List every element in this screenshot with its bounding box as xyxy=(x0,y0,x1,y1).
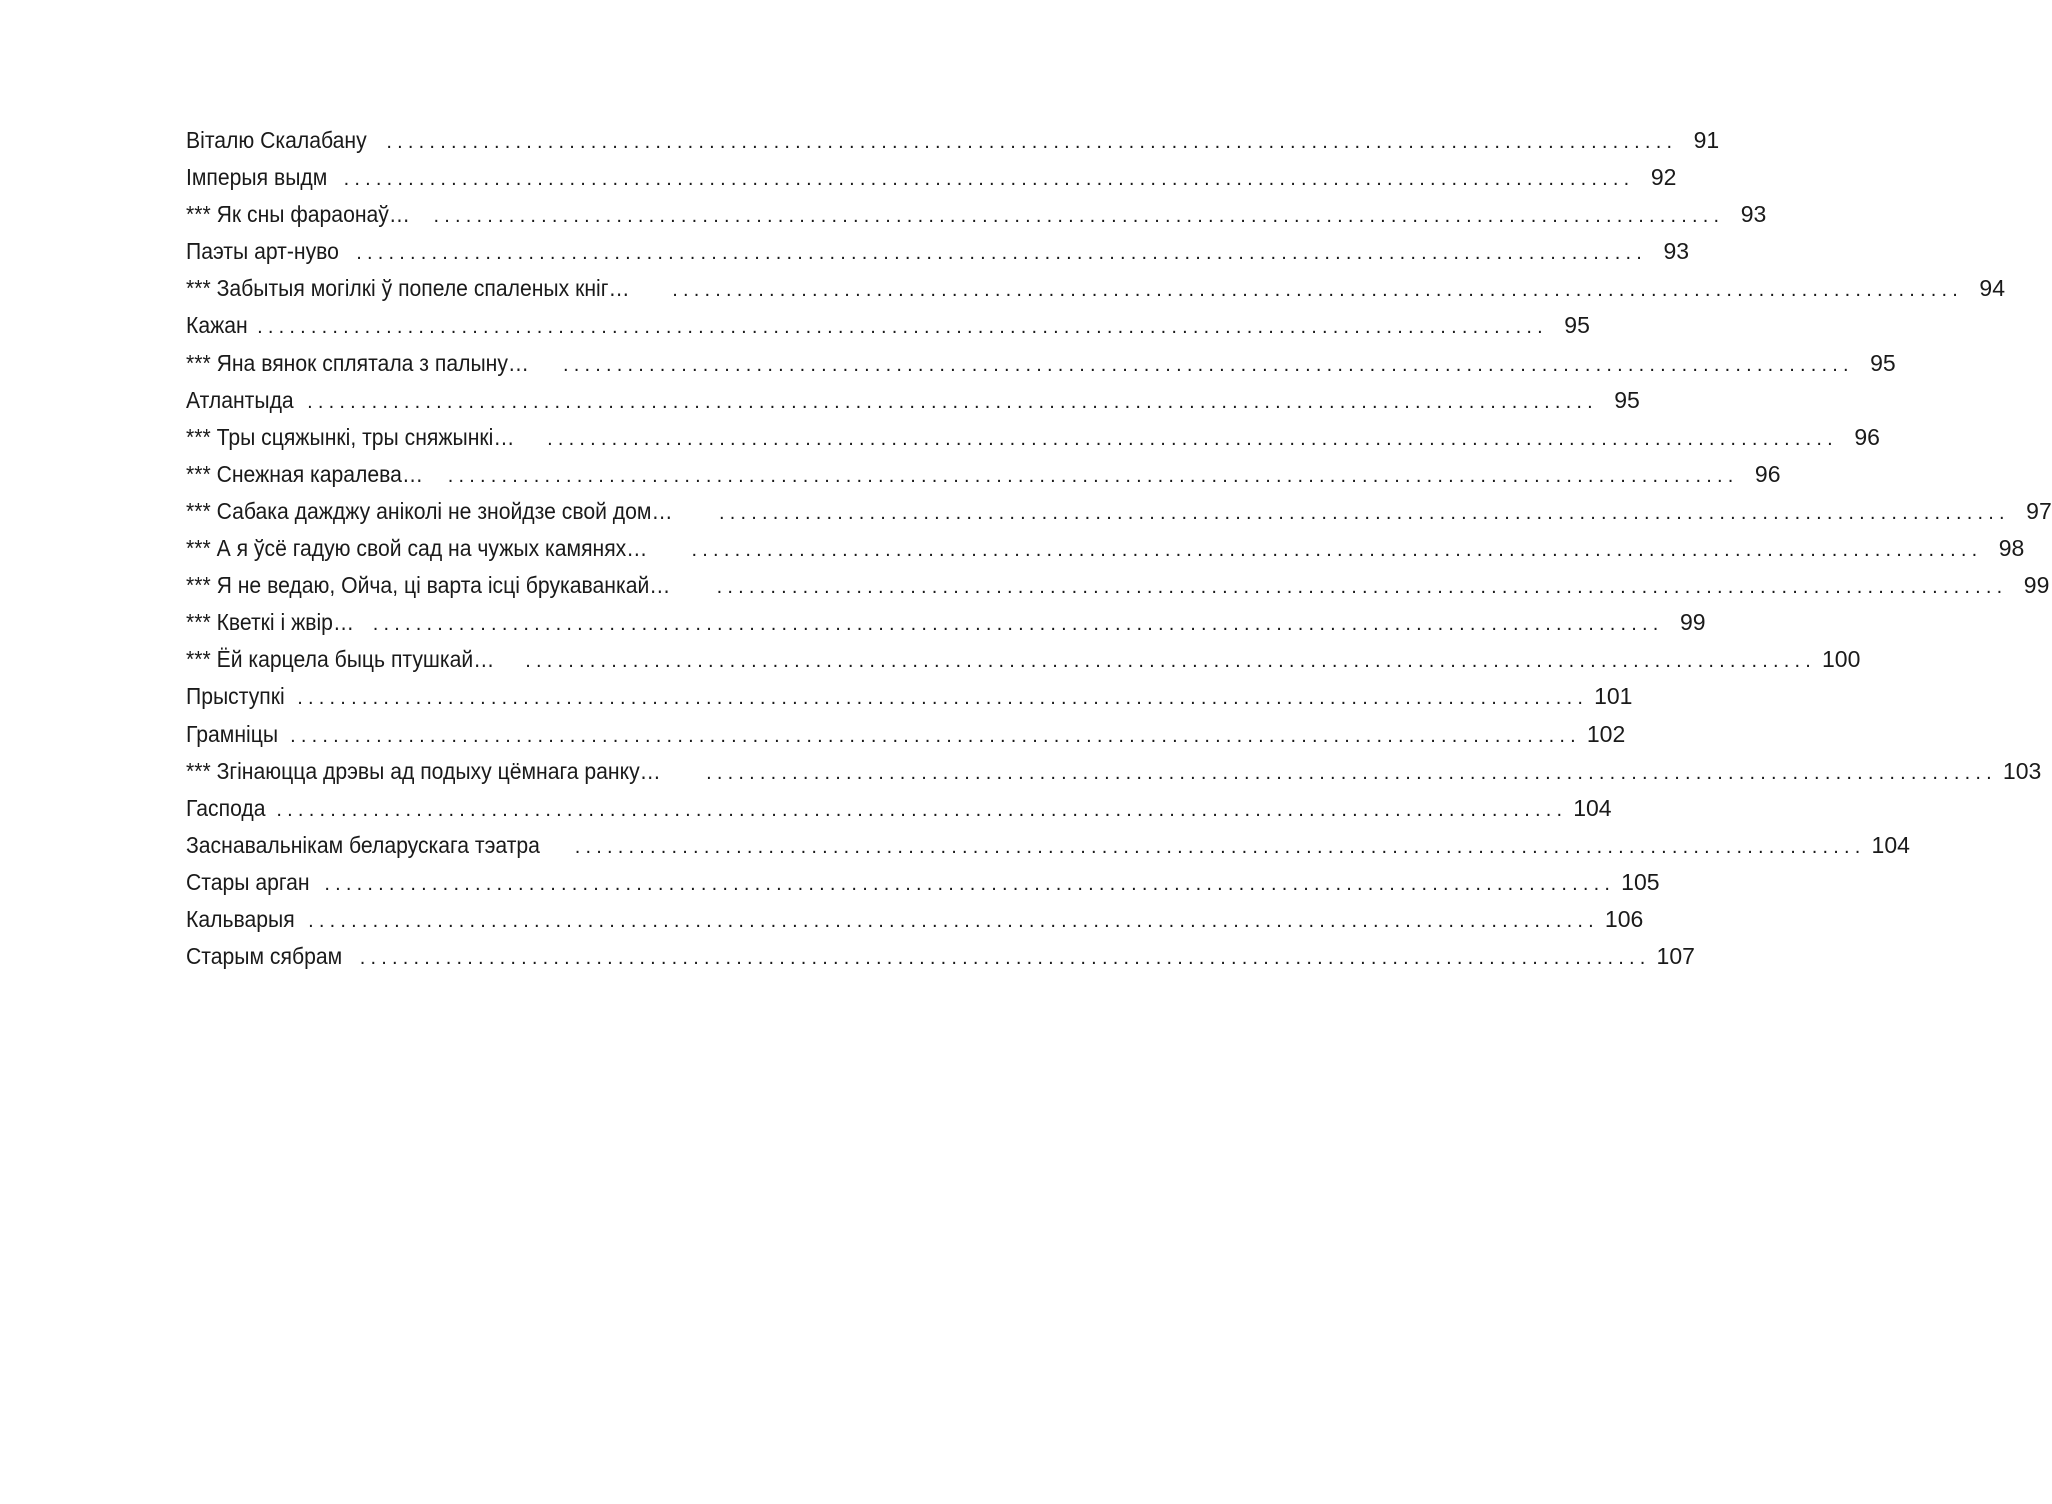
toc-entry-title: *** Кветкі і жвір… xyxy=(186,609,355,636)
toc-entry-title: *** Яна вянок сплятала з палыну… xyxy=(186,349,530,376)
toc-entry-title: *** Снежная каралева… xyxy=(186,460,424,487)
toc-leader-dots: ........................................................................................................................ xyxy=(297,687,1589,710)
toc-entry xyxy=(186,345,1896,382)
toc-leader-dots: ........................................................................................................................ xyxy=(359,947,1651,970)
toc-entry xyxy=(186,753,2042,790)
toc-entry-page: 105 xyxy=(1621,868,1660,895)
toc-leader-dots: ........................................................................................................................ xyxy=(308,909,1599,932)
toc-leader-dots: ........................................................................................................................ xyxy=(343,168,1635,191)
toc-entry-title: *** Тры сцяжынкі, тры сняжынкі… xyxy=(186,423,515,450)
toc-leader-dots: ........................................................................................................................ xyxy=(324,872,1616,895)
toc-entry xyxy=(186,419,1880,456)
toc-entry xyxy=(186,382,1640,419)
toc-entry xyxy=(186,678,1633,715)
toc-entry-title: *** Я не ведаю, Ойча, ці варта ісці брукаванкай… xyxy=(186,572,671,599)
toc-entry-title: Паэты арт-нуво xyxy=(186,238,339,265)
toc-leader-dots: ........................................................................................................................ xyxy=(718,501,2010,524)
toc-leader-dots: ........................................................................................................................ xyxy=(562,353,1854,376)
toc-entry xyxy=(186,938,1695,975)
toc-entry-title: *** А я ўсё гадую свой сад на чужых камянях… xyxy=(186,535,648,562)
toc-entry xyxy=(186,196,1767,233)
toc-leader-dots: ........................................................................................................................ xyxy=(691,539,1983,562)
toc-entry-page: 101 xyxy=(1594,683,1633,710)
toc-entry xyxy=(186,159,1677,196)
toc-entry xyxy=(186,307,1590,344)
toc-entry-page: 102 xyxy=(1586,720,1626,747)
toc-leader-dots: ........................................................................................................................ xyxy=(433,205,1725,228)
toc-entry-page: 103 xyxy=(2002,757,2042,784)
toc-entry-title: Заснавальнікам беларускага тэатра xyxy=(186,831,540,858)
toc-entry-page: 94 xyxy=(1979,275,2005,302)
toc-leader-dots: ........................................................................................................................ xyxy=(447,464,1739,487)
toc-entry xyxy=(186,122,1720,159)
toc-entry xyxy=(186,456,1781,493)
toc-entry-title: *** Як сны фараонаў… xyxy=(186,201,411,228)
toc-entry-page: 95 xyxy=(1614,386,1640,413)
toc-entry xyxy=(186,493,2052,530)
toc-leader-dots: ........................................................................................................................ xyxy=(372,613,1664,636)
toc-entry xyxy=(186,790,1612,827)
toc-entry-page: 91 xyxy=(1693,127,1720,153)
toc-entry xyxy=(186,530,2025,567)
toc-leader-dots: ........................................................................................................................ xyxy=(356,242,1648,265)
toc-entry xyxy=(186,270,2005,307)
toc-entry xyxy=(186,641,1861,678)
toc-entry-title: Грамніцы xyxy=(186,720,279,747)
toc-entry-page: 107 xyxy=(1656,943,1695,970)
toc-entry-title: Кальварыя xyxy=(186,905,295,932)
toc-entry xyxy=(186,567,2050,604)
toc-entry-title: Гаспода xyxy=(186,794,266,821)
toc-entry-page: 99 xyxy=(2023,572,2050,599)
toc-leader-dots: ........................................................................................................................ xyxy=(257,316,1548,339)
toc-entry xyxy=(186,827,1910,864)
toc-entry-page: 95 xyxy=(1870,349,1896,376)
toc-leader-dots: ........................................................................................................................ xyxy=(307,390,1598,413)
toc-entry xyxy=(186,716,1626,753)
toc-entry-page: 98 xyxy=(1998,535,2025,562)
toc-leader-dots: ........................................................................................................................ xyxy=(547,427,1838,450)
table-of-contents xyxy=(186,122,2052,975)
toc-entry-title: Прыступкі xyxy=(186,683,285,710)
toc-leader-dots: ........................................................................................................................ xyxy=(574,835,1866,858)
toc-entry-page: 93 xyxy=(1663,238,1690,265)
toc-entry-title: Віталю Скалабану xyxy=(186,127,367,153)
toc-leader-dots: ........................................................................................................................ xyxy=(290,724,1581,747)
toc-leader-dots: ........................................................................................................................ xyxy=(386,131,1678,153)
toc-entry-title: Атлантыда xyxy=(186,386,294,413)
toc-entry-page: 93 xyxy=(1740,201,1767,228)
toc-entry-page: 106 xyxy=(1604,905,1644,932)
toc-leader-dots: ........................................................................................................................ xyxy=(525,650,1816,673)
toc-entry-title: Стары арган xyxy=(186,868,310,895)
toc-entry xyxy=(186,604,1706,641)
toc-entry xyxy=(186,901,1644,938)
toc-entry-page: 95 xyxy=(1564,312,1590,339)
toc-entry-page: 104 xyxy=(1871,831,1910,858)
toc-leader-dots: ........................................................................................................................ xyxy=(716,576,2008,599)
toc-entry-page: 92 xyxy=(1650,164,1677,191)
toc-entry-title: Імперыя выдм xyxy=(186,164,328,191)
toc-entry xyxy=(186,864,1660,901)
toc-entry-title: *** Сабака дажджу аніколі не знойдзе свой дом… xyxy=(186,497,673,524)
toc-leader-dots: ........................................................................................................................ xyxy=(276,798,1568,821)
toc-entry-title: Старым сябрам xyxy=(186,943,343,970)
toc-entry-page: 104 xyxy=(1573,794,1612,821)
toc-entry-page: 100 xyxy=(1821,646,1861,673)
toc-entry-title: *** Ёй карцела быць птушкай… xyxy=(186,646,495,673)
toc-entry-page: 96 xyxy=(1754,460,1781,487)
toc-entry-page: 96 xyxy=(1854,423,1880,450)
toc-leader-dots: ........................................................................................................................ xyxy=(706,761,1997,784)
toc-entry-title: *** Згінаюцца дрэвы ад подыху цёмнага ранку… xyxy=(186,757,661,784)
toc-entry-title: *** Забытыя могілкі ў попеле спаленых кніг… xyxy=(186,275,630,302)
toc-leader-dots: ........................................................................................................................ xyxy=(672,279,1963,302)
toc-entry-title: Кажан xyxy=(186,312,248,339)
toc-entry xyxy=(186,233,1690,270)
toc-entry-page: 99 xyxy=(1679,609,1706,636)
toc-entry-page: 97 xyxy=(2026,497,2052,524)
